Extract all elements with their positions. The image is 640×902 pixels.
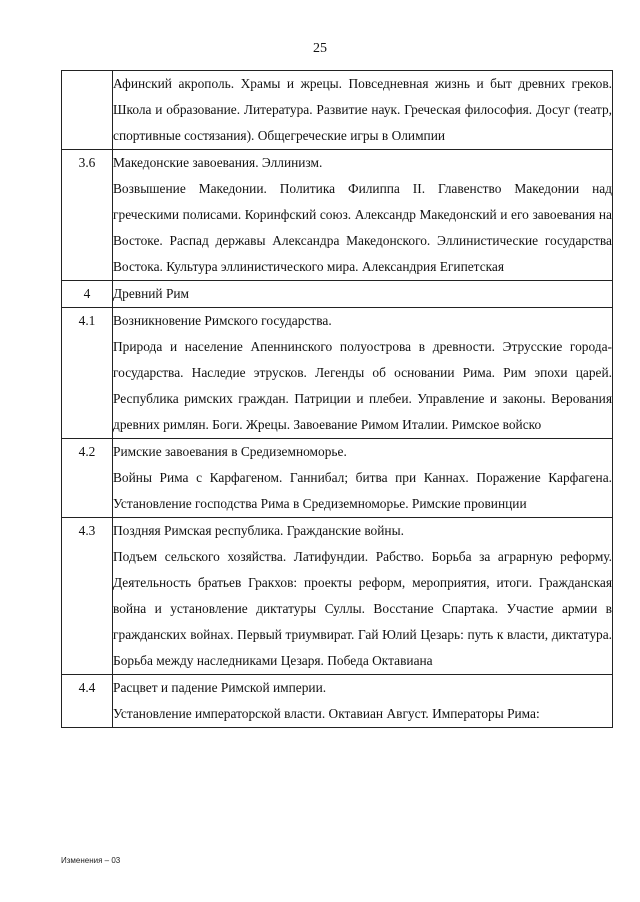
table-row [62, 281, 613, 308]
row-content [113, 308, 613, 439]
row-content [113, 439, 613, 518]
table-row [62, 308, 613, 439]
row-content [113, 675, 613, 728]
row-body: Установление императорской власти. Октавиан Август. Императоры Рима: [113, 706, 540, 721]
row-title: Возникновение Римского государства. [113, 313, 332, 328]
row-number: 4 [62, 281, 113, 308]
row-title: Македонские завоевания. Эллинизм. [113, 155, 323, 170]
row-content [113, 518, 613, 675]
revision-footer: Изменения – 03 [61, 856, 121, 865]
syllabus-table [61, 70, 613, 728]
row-body: Подъем сельского хозяйства. Латифундии. Рабство. Борьба за аграрную реформу. Деятельность братьев Гракхов: проекты реформ, мероприятия, итоги. Гражданская война и установление диктатуры Суллы. Восстание Спартака. Участие армии в гражданских войнах. Первый триумвират. Гай Юлий Цезарь: путь к власти, диктатура. Борьба между наследниками Цезаря. Победа Октавиана [113, 549, 612, 668]
table-row [62, 518, 613, 675]
row-body: Войны Рима с Карфагеном. Ганнибал; битва при Каннах. Поражение Карфагена. Установление господства Рима в Средиземноморье. Римские провинции [113, 470, 612, 511]
row-title: Древний Рим [113, 286, 190, 301]
table-row [62, 71, 613, 150]
table-row [62, 675, 613, 728]
row-content [113, 71, 613, 150]
row-title: Римские завоевания в Средиземноморье. [113, 444, 347, 459]
row-body: Возвышение Македонии. Политика Филиппа II. Главенство Македонии над греческими полисами. Коринфский союз. Александр Македонский и его завоевания на Востоке. Распад державы Александра Македонского. Эллинистические государства Востока. Культура эллинистического мира. Александрия Египетская [113, 181, 612, 274]
row-content [113, 281, 613, 308]
row-body: Афинский акрополь. Храмы и жрецы. Повседневная жизнь и быт древних греков. Школа и образование. Литература. Развитие наук. Греческая философия. Досуг (театр, спортивные состязания). Общегреческие игры в Олимпии [113, 76, 612, 143]
row-number: 4.2 [62, 439, 113, 518]
row-number: 3.6 [62, 150, 113, 281]
row-body: Природа и население Апеннинского полуострова в древности. Этрусские города-государства. Наследие этрусков. Легенды об основании Рима. Рим эпохи царей. Республика римских граждан. Патриции и плебеи. Управление и законы. Верования древних римлян. Боги. Жрецы. Завоевание Римом Италии. Римское войско [113, 339, 612, 432]
row-number: 4.4 [62, 675, 113, 728]
table-row [62, 150, 613, 281]
table-row [62, 439, 613, 518]
row-number [62, 71, 113, 150]
page-number: 25 [313, 41, 327, 56]
row-content [113, 150, 613, 281]
row-title: Расцвет и падение Римской империи. [113, 680, 327, 695]
row-title: Поздняя Римская республика. Гражданские войны. [113, 523, 404, 538]
row-number: 4.1 [62, 308, 113, 439]
row-number: 4.3 [62, 518, 113, 675]
